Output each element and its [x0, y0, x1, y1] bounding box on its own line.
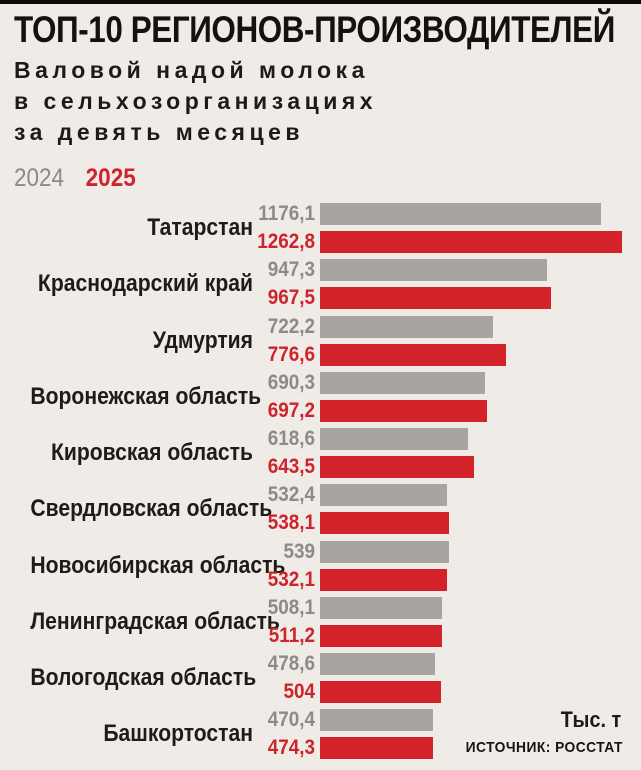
- value-2024: 532,4: [267, 483, 315, 507]
- bar-2025: [320, 231, 622, 253]
- bar-2025: [320, 400, 487, 422]
- chart-subtitle: [14, 55, 377, 148]
- bar-2025: [320, 569, 447, 591]
- bar-2024: [320, 597, 442, 619]
- bar-2024: [320, 428, 468, 450]
- value-2025: 511,2: [268, 623, 315, 647]
- bar-2025: [320, 737, 433, 759]
- value-2025: 967,5: [267, 286, 315, 310]
- bar-2024: [320, 259, 547, 281]
- bar-2025: [320, 287, 551, 309]
- value-2024: 508,1: [267, 595, 315, 619]
- region-label: Свердловская область: [30, 495, 273, 523]
- value-2025: 1262,8: [257, 230, 315, 253]
- value-2024: 1176,1: [258, 202, 315, 225]
- value-2025: 532,1: [267, 567, 315, 591]
- region-label: Ленинградская область: [30, 607, 280, 635]
- subtitle-line: за девять месяцев: [14, 119, 305, 145]
- chart-row: [0, 541, 641, 597]
- value-2025: 697,2: [267, 398, 315, 422]
- bar-2025: [320, 681, 441, 703]
- chart-row: [0, 203, 641, 259]
- region-label: Новосибирская область: [30, 551, 286, 579]
- value-2024: 539: [283, 539, 315, 563]
- chart-row: [0, 484, 641, 540]
- chart-row: [0, 316, 641, 372]
- chart-row: [0, 597, 641, 653]
- region-label: Татарстан: [147, 214, 253, 241]
- bar-2024: [320, 653, 435, 675]
- region-label: Башкортостан: [103, 720, 253, 748]
- legend-item-2024: 2024: [14, 164, 65, 192]
- region-label: Удмуртия: [152, 326, 253, 354]
- subtitle-line: в сельхозорганизациях: [14, 88, 378, 114]
- region-label: Краснодарский край: [37, 270, 253, 298]
- value-2025: 538,1: [267, 511, 315, 535]
- legend: [14, 164, 136, 193]
- chart-row: [0, 653, 641, 709]
- value-2025: 643,5: [267, 455, 315, 478]
- subtitle-line: Валовой надой молока: [14, 57, 369, 83]
- bar-2024: [320, 316, 493, 338]
- bar-2025: [320, 344, 506, 366]
- value-2025: 504: [283, 680, 315, 703]
- bar-2024: [320, 541, 449, 563]
- value-2025: 474,3: [267, 736, 315, 760]
- legend-item-2025: 2025: [85, 164, 136, 192]
- bar-2024: [320, 203, 601, 225]
- value-2024: 618,6: [267, 427, 315, 450]
- value-2024: 478,6: [267, 652, 315, 675]
- bar-2025: [320, 512, 449, 534]
- chart-row: [0, 372, 641, 428]
- value-2025: 776,6: [267, 342, 315, 366]
- page-title: ТОП-10 РЕГИОНОВ-ПРОИЗВОДИТЕЛЕЙ: [14, 9, 615, 50]
- bar-2025: [320, 456, 474, 478]
- value-2024: 722,2: [267, 314, 315, 338]
- value-2024: 690,3: [267, 370, 315, 394]
- region-label: Кировская область: [50, 439, 253, 466]
- source-label: ИСТОЧНИК: РОССТАТ: [465, 739, 623, 756]
- chart-row: [0, 709, 641, 765]
- bar-2025: [320, 625, 442, 647]
- chart-row: [0, 428, 641, 484]
- bar-2024: [320, 372, 485, 394]
- top-accent-bar: [0, 0, 641, 4]
- bar-2024: [320, 484, 447, 506]
- region-label: Вологодская область: [30, 664, 257, 691]
- region-label: Воронежская область: [30, 382, 262, 410]
- chart-row: [0, 259, 641, 315]
- bar-2024: [320, 709, 433, 731]
- value-2024: 470,4: [267, 708, 315, 732]
- chart-rows: [0, 203, 641, 766]
- units-label: Тыс. т: [560, 707, 621, 732]
- value-2024: 947,3: [267, 258, 315, 282]
